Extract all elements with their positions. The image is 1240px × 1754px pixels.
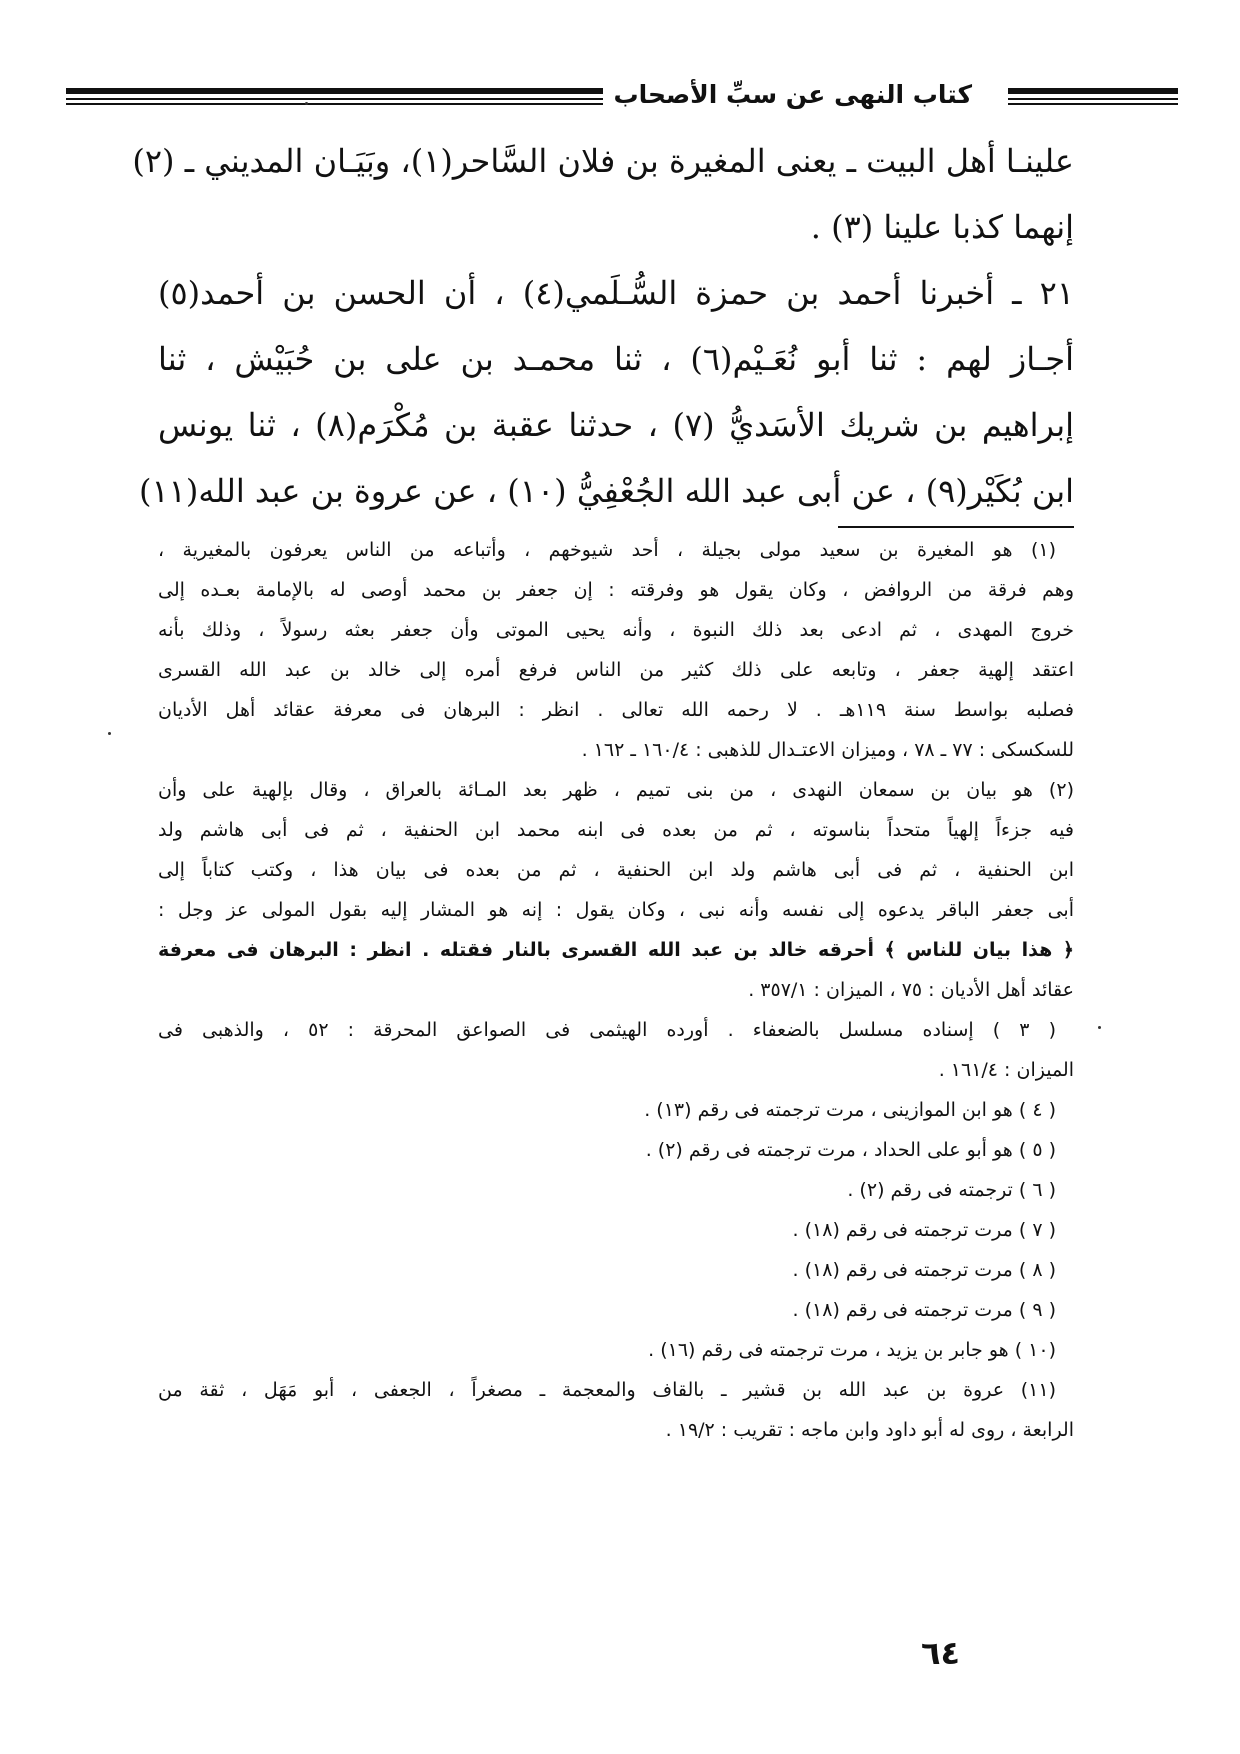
- footnote-line: ( ٦ ) ترجمته فى رقم (٢) .: [847, 1179, 1056, 1201]
- print-speck: [108, 732, 111, 735]
- running-title: كتاب النهى عن سبِّ الأصحاب: [603, 80, 982, 110]
- main-line: علينـا أهل البيت ـ يعنى المغيرة بن فلان السَّاحر(١)، وبَيَـان المديني ـ (٢): [132, 142, 1074, 180]
- footnote-line: (١) هو المغيرة بن سعيد مولى بجيلة ، أحد شيوخهم ، وأتباعه من الناس يعرفون بالمغيرية ،: [158, 539, 1056, 561]
- page-number: ٦٤: [920, 1634, 960, 1672]
- footnote-line: ( ٨ ) مرت ترجمته فى رقم (١٨) .: [792, 1259, 1056, 1281]
- print-speck: [305, 102, 308, 105]
- footnote-line: فيه جزءاً إلهياً متحداً بناسوته ، ثم من بعده فى ابنه محمد ابن الحنفية ، ثم فى أبى هاشم ولد: [158, 819, 1074, 841]
- footnote-line: (٢) هو بيان بن سمعان النهدى ، من بنى تميم ، ظهر بعد المـائة بالعراق ، وقال بإلهية على وأن: [158, 779, 1074, 801]
- footnote-line: الرابعة ، روى له أبو داود وابن ماجه : تقريب : ١٩/٢ .: [665, 1419, 1074, 1441]
- footnote-line: (١٠ ) هو جابر بن يزيد ، مرت ترجمته فى رقم (١٦) .: [648, 1339, 1056, 1361]
- page-header: [66, 82, 1178, 112]
- main-line: أجـاز لهم : ثنا أبو نُعَـيْم(٦) ، ثنا محمـد بن على بن حُبَيْش ، ثنا: [158, 340, 1075, 378]
- footnote-line: أبى جعفر الباقر يدعوه إلى نفسه وأنه نبى ، وكان يقول : إنه هو المشار إليه بقول المولى عز وجل :: [158, 899, 1074, 921]
- footnote-line: وهم فرقة من الروافض ، وكان يقول هو وفرقته : إن جعفر بن محمد أوصى له بالإمامة بعـده إلى: [158, 579, 1074, 601]
- footnote-line: للسكسكى : ٧٧ ـ ٧٨ ، وميزان الاعتـدال للذهبى : ١٦٠/٤ ـ ١٦٢ .: [581, 739, 1074, 761]
- footnote-line: ( ٥ ) هو أبو على الحداد ، مرت ترجمته فى رقم (٢) .: [645, 1139, 1056, 1161]
- main-line: ٢١ ـ أخبرنا أحمد بن حمزة السُّـلَمي(٤) ، أن الحسن بن أحمد(٥): [158, 274, 1075, 312]
- footnote-line: ( ٣ ) إسناده مسلسل بالضعفاء . أورده الهيثمى فى الصواعق المحرقة : ٥٢ ، والذهبى فى: [158, 1019, 1056, 1041]
- print-speck: [1098, 1026, 1101, 1029]
- footnote-line: ( ٤ ) هو ابن الموازينى ، مرت ترجمته فى رقم (١٣) .: [644, 1099, 1056, 1121]
- main-line: إنهما كذبا علينا (٣) .: [810, 208, 1074, 246]
- header-rule-right: [1008, 88, 1178, 106]
- footnote-line: الميزان : ١٦١/٤ .: [938, 1059, 1074, 1081]
- footnote-line: ( ٩ ) مرت ترجمته فى رقم (١٨) .: [792, 1299, 1056, 1321]
- footnote-line: ( ٧ ) مرت ترجمته فى رقم (١٨) .: [792, 1219, 1056, 1241]
- footnote-line: ﴿ هذا بيان للناس ﴾ أحرقه خالد بن عبد الله القسرى بالنار فقتله . انظر : البرهان فى معرفة: [158, 939, 1074, 961]
- footnote-line: عقائد أهل الأديان : ٧٥ ، الميزان : ٣٥٧/١ .: [748, 979, 1074, 1001]
- footnote-line: فصلبه بواسط سنة ١١٩هـ . لا رحمه الله تعالى . انظر : البرهان فى معرفة عقائد أهل الأديان: [158, 699, 1074, 721]
- footnote-line: ابن الحنفية ، ثم فى أبى هاشم ولد ابن الحنفية ، ثم من بعده فى بيان هذا ، وكتب كتاباً إلى: [158, 859, 1074, 881]
- main-line: ابن بُكَيْر(٩) ، عن أبى عبد الله الجُعْفِيُّ (١٠) ، عن عروة بن عبد الله(١١): [138, 472, 1074, 510]
- footnote-separator: [838, 526, 1074, 528]
- footnote-line: خروج المهدى ، ثم ادعى بعد ذلك النبوة ، وأنه يحيى الموتى وأن جعفر بعثه رسولاً ، وذلك بأنه: [158, 619, 1074, 641]
- main-line: إبراهيم بن شريك الأسَديُّ (٧) ، حدثنا عقبة بن مُكْرَم(٨) ، ثنا يونس: [158, 406, 1075, 444]
- footnote-line: (١١) عروة بن عبد الله بن قشير ـ بالقاف والمعجمة ـ مصغراً ، الجعفى ، أبو مَهَل ، ثقة من: [158, 1379, 1056, 1401]
- main-text: [132, 128, 1075, 524]
- footnote-line: اعتقد إلهية جعفر ، وتابعه على ذلك كثير من الناس فرفع أمره إلى خالد بن عبد الله القسرى: [158, 659, 1074, 681]
- footnotes: [158, 530, 1074, 1450]
